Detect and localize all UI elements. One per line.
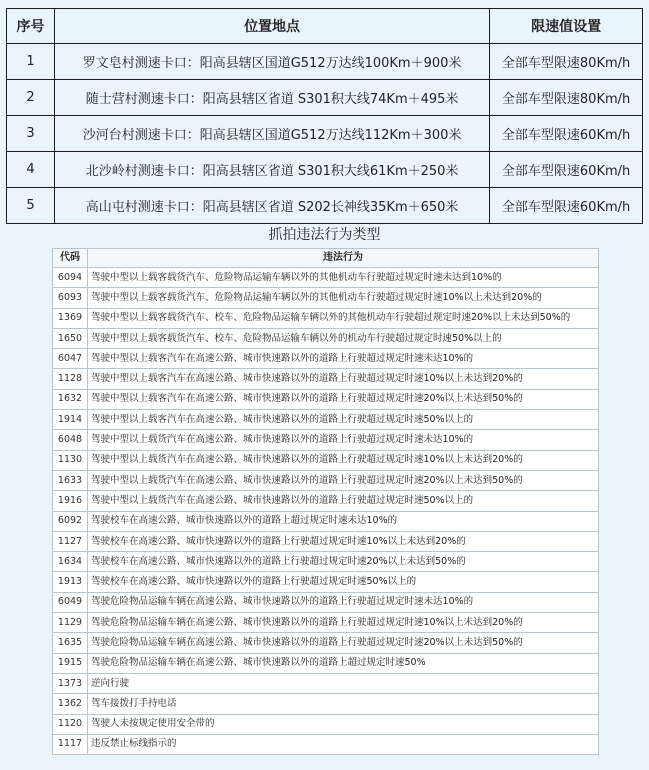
violation-description: 驾驶中型以上载货汽车在高速公路、城市快速路以外的道路上行驶超过规定时速20%以上未达到50%的 [88,470,599,490]
violation-code: 1633 [53,470,88,490]
violation-description: 驾驶校车在高速公路、城市快速路以外的道路上行驶超过规定时速20%以上未达到50%的 [88,552,599,572]
violation-description: 驾驶人未按规定使用安全带的 [88,714,599,734]
speed-limit-table [6,8,643,224]
violation-description: 驾驶校车在高速公路、城市快速路以外的道路上行驶超过规定时速10%以上未达到20%的 [88,531,599,551]
violation-section-title: 抓拍违法行为类型 [268,227,381,243]
violation-code: 1914 [53,410,88,430]
violation-description: 逆向行驶 [88,673,599,693]
violation-row [53,288,599,308]
violation-row [53,511,599,531]
row-index: 3 [7,116,55,152]
violation-description: 驾驶中型以上载客汽车在高速公路、城市快速路以外的道路上行驶超过规定时速未达10%的 [88,349,599,369]
violation-description: 驾驶中型以上载货汽车在高速公路、城市快速路以外的道路上行驶超过规定时速10%以上未达到20%的 [88,450,599,470]
violation-row [53,714,599,734]
violation-description: 驾驶中型以上载客汽车在高速公路、城市快速路以外的道路上行驶超过规定时速10%以上未达到20%的 [88,369,599,389]
violation-header-row [53,249,599,268]
violation-row [53,410,599,430]
violation-code: 1916 [53,491,88,511]
violation-description: 驾车接拨打手持电话 [88,694,599,714]
row-location: 随士营村测速卡口：阳高县辖区省道 S301积大线74Km＋495米 [54,80,489,116]
violation-row [53,653,599,673]
row-speed-limit: 全部车型限速80Km/h [490,44,643,80]
header-index: 序号 [7,9,55,44]
violation-description: 违反禁止标线指示的 [88,734,599,754]
violation-row [53,328,599,348]
violation-description: 驾驶中型以上载客汽车在高速公路、城市快速路以外的道路上行驶超过规定时速50%以上的 [88,410,599,430]
violation-code: 6094 [53,268,88,288]
violation-row [53,450,599,470]
row-location: 罗文皂村测速卡口：阳高县辖区国道G512万达线100Km＋900米 [54,44,489,80]
violation-row [53,613,599,633]
speed-limit-row [7,44,643,80]
violation-code: 1650 [53,328,88,348]
violation-description: 驾驶中型以上载客载货汽车、校车、危险物品运输车辆以外的其他机动车行驶超过规定时速20%以上未达到50%的 [88,308,599,328]
violation-description: 驾驶危险物品运输车辆在高速公路、城市快速路以外的道路上行驶超过规定时速20%以上未达到50%的 [88,633,599,653]
violation-code: 1915 [53,653,88,673]
violation-code: 1369 [53,308,88,328]
violation-row [53,308,599,328]
violation-code: 6049 [53,592,88,612]
violation-description: 驾驶危险物品运输车辆在高速公路、城市快速路以外的道路上超过规定时速50% [88,653,599,673]
violation-code: 1373 [53,673,88,693]
violation-row [53,470,599,490]
row-speed-limit: 全部车型限速80Km/h [490,80,643,116]
violation-row [53,633,599,653]
violation-row [53,491,599,511]
violation-description: 驾驶危险物品运输车辆在高速公路、城市快速路以外的道路上行驶超过规定时速未达10%的 [88,592,599,612]
row-index: 5 [7,188,55,224]
speed-limit-row [7,188,643,224]
violation-row [53,389,599,409]
violation-row [53,369,599,389]
row-location: 沙河台村测速卡口：阳高县辖区国道G512万达线112Km＋300米 [54,116,489,152]
violation-code: 1130 [53,450,88,470]
violation-code: 1634 [53,552,88,572]
violation-code: 6048 [53,430,88,450]
violation-description: 驾驶危险物品运输车辆在高速公路、城市快速路以外的道路上行驶超过规定时速10%以上未达到20%的 [88,613,599,633]
row-speed-limit: 全部车型限速60Km/h [490,116,643,152]
violation-code: 1635 [53,633,88,653]
row-speed-limit: 全部车型限速60Km/h [490,188,643,224]
row-index: 2 [7,80,55,116]
violation-code: 1128 [53,369,88,389]
violation-row [53,430,599,450]
row-location: 高山屯村测速卡口：阳高县辖区省道 S202长神线35Km＋650米 [54,188,489,224]
violation-description: 驾驶校车在高速公路、城市快速路以外的道路上超过规定时速未达10%的 [88,511,599,531]
violation-row [53,349,599,369]
violation-code: 1913 [53,572,88,592]
violation-description: 驾驶校车在高速公路、城市快速路以外的道路上行驶超过规定时速50%以上的 [88,572,599,592]
violation-table-body [53,268,599,755]
violation-row [53,673,599,693]
header-location: 位置地点 [54,9,489,44]
row-speed-limit: 全部车型限速60Km/h [490,152,643,188]
violation-description: 驾驶中型以上载客载货汽车、危险物品运输车辆以外的其他机动车行驶超过规定时速未达到10%的 [88,268,599,288]
violation-code: 1120 [53,714,88,734]
violation-code: 6047 [53,349,88,369]
violation-description: 驾驶中型以上载客载货汽车、危险物品运输车辆以外的其他机动车行驶超过规定时速10%以上未达到20%的 [88,288,599,308]
violation-code: 6092 [53,511,88,531]
speed-limit-row [7,80,643,116]
violation-row [53,592,599,612]
header-speed-limit: 限速值设置 [490,9,643,44]
row-index: 1 [7,44,55,80]
violation-code: 6093 [53,288,88,308]
violation-description: 驾驶中型以上载客汽车在高速公路、城市快速路以外的道路上行驶超过规定时速20%以上未达到50%的 [88,389,599,409]
violation-table [52,248,599,755]
row-index: 4 [7,152,55,188]
violation-code: 1127 [53,531,88,551]
violation-row [53,268,599,288]
violation-description: 驾驶中型以上载客载货汽车、校车、危险物品运输车辆以外的机动车行驶超过规定时速50%以上的 [88,328,599,348]
violation-row [53,552,599,572]
violation-code: 1117 [53,734,88,754]
header-violation: 违法行为 [88,249,599,268]
violation-row [53,572,599,592]
violation-code: 1632 [53,389,88,409]
violation-code: 1129 [53,613,88,633]
row-location: 北沙岭村测速卡口：阳高县辖区省道 S301积大线61Km＋250米 [54,152,489,188]
speed-limit-row [7,152,643,188]
speed-limit-header-row [7,9,643,44]
violation-row [53,694,599,714]
violation-description: 驾驶中型以上载货汽车在高速公路、城市快速路以外的道路上行驶超过规定时速未达10%的 [88,430,599,450]
violation-description: 驾驶中型以上载货汽车在高速公路、城市快速路以外的道路上行驶超过规定时速50%以上的 [88,491,599,511]
violation-row [53,531,599,551]
violation-code: 1362 [53,694,88,714]
violation-row [53,734,599,754]
speed-limit-row [7,116,643,152]
header-code: 代码 [53,249,88,268]
